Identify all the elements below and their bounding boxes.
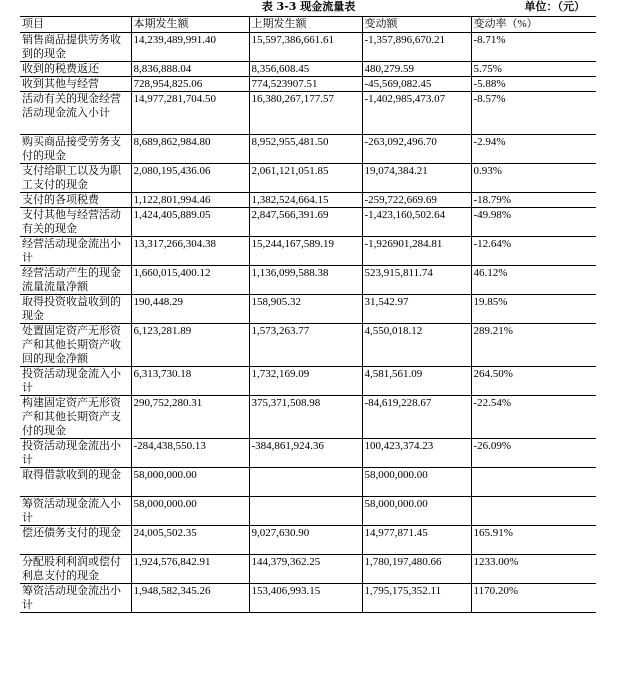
- table-row: [20, 295, 596, 324]
- cell-current-period: 290,752,280.31: [131, 396, 249, 439]
- unit-label: 单位：（元）: [524, 0, 585, 13]
- cell-change-rate: 264.50%: [471, 367, 596, 396]
- cell-change-amount: 480,279.59: [362, 62, 471, 77]
- cell-item: 筹资活动现金流出小计: [20, 584, 131, 613]
- cell-previous-period: 9,027,630.90: [249, 526, 362, 555]
- table-row: [20, 526, 596, 555]
- cell-previous-period: 144,379,362.25: [249, 555, 362, 584]
- cell-change-rate: [471, 497, 596, 526]
- cell-change-rate: [471, 468, 596, 497]
- cell-change-amount: -1,357,896,670.21: [362, 33, 471, 62]
- header-item: 项目: [20, 17, 131, 33]
- cell-current-period: 58,000,000.00: [131, 468, 249, 497]
- cell-current-period: 1,122,801,994.46: [131, 193, 249, 208]
- table-row: [20, 266, 596, 295]
- cell-current-period: 728,954,825.06: [131, 77, 249, 92]
- cell-change-rate: -22.54%: [471, 396, 596, 439]
- table-row: [20, 208, 596, 237]
- cell-item: 支付的各项税费: [20, 193, 131, 208]
- cell-change-amount: 19,074,384.21: [362, 164, 471, 193]
- header-change-rate: 变动率（%）: [471, 17, 596, 33]
- cell-change-rate: -8.71%: [471, 33, 596, 62]
- cell-change-rate: -12.64%: [471, 237, 596, 266]
- table-row: [20, 33, 596, 62]
- cell-previous-period: -384,861,924.36: [249, 439, 362, 468]
- cash-flow-table: [20, 16, 596, 613]
- cell-previous-period: 375,371,508.98: [249, 396, 362, 439]
- cell-change-rate: 0.93%: [471, 164, 596, 193]
- table-row: [20, 324, 596, 367]
- cell-item: 取得投资收益收到的现金: [20, 295, 131, 324]
- cell-change-rate: 1233.00%: [471, 555, 596, 584]
- cell-current-period: 6,123,281.89: [131, 324, 249, 367]
- cell-previous-period: [249, 497, 362, 526]
- cell-change-amount: -84,619,228.67: [362, 396, 471, 439]
- cell-current-period: 13,317,266,304.38: [131, 237, 249, 266]
- cell-item: 处置固定资产无形资产和其他长期资产收回的现金净额: [20, 324, 131, 367]
- cell-previous-period: 774,523907.51: [249, 77, 362, 92]
- cell-item: 经营活动现金流出小计: [20, 237, 131, 266]
- cell-current-period: 190,448.29: [131, 295, 249, 324]
- table-row: [20, 555, 596, 584]
- cell-change-rate: 1170.20%: [471, 584, 596, 613]
- cell-previous-period: 1,573,263.77: [249, 324, 362, 367]
- table-row: [20, 497, 596, 526]
- cell-change-rate: 5.75%: [471, 62, 596, 77]
- cell-change-amount: -259,722,669.69: [362, 193, 471, 208]
- table-row: [20, 468, 596, 497]
- cell-item: 支付其他与经营活动有关的现金: [20, 208, 131, 237]
- header-current-period: 本期发生额: [131, 17, 249, 33]
- table-title: 表 3-3 现金流量表: [261, 0, 356, 13]
- cell-previous-period: 8,952,955,481.50: [249, 135, 362, 164]
- cell-item: 收到的税费返还: [20, 62, 131, 77]
- table-row: [20, 367, 596, 396]
- cell-item: 活动有关的现金经营活动现金流入小计: [20, 92, 131, 135]
- cell-change-amount: 523,915,811.74: [362, 266, 471, 295]
- cell-current-period: 2,080,195,436.06: [131, 164, 249, 193]
- cell-previous-period: 16,380,267,177.57: [249, 92, 362, 135]
- cell-previous-period: 1,382,524,664.15: [249, 193, 362, 208]
- cell-item: 取得借款收到的现金: [20, 468, 131, 497]
- cell-item: 销售商品提供劳务收到的现金: [20, 33, 131, 62]
- cell-current-period: 14,977,281,704.50: [131, 92, 249, 135]
- cell-item: 分配股利利润或偿付利息支付的现金: [20, 555, 131, 584]
- cell-change-amount: -45,569,082.45: [362, 77, 471, 92]
- cell-current-period: 8,689,862,984.80: [131, 135, 249, 164]
- cell-current-period: 1,660,015,400.12: [131, 266, 249, 295]
- table-header-row: [20, 17, 596, 33]
- table-body: [20, 33, 596, 613]
- table-row: [20, 193, 596, 208]
- cell-change-amount: -1,423,160,502.64: [362, 208, 471, 237]
- cell-item: 收到其他与经营: [20, 77, 131, 92]
- cell-change-amount: 100,423,374.23: [362, 439, 471, 468]
- cell-change-amount: -263,092,496.70: [362, 135, 471, 164]
- cell-current-period: 1,948,582,345.26: [131, 584, 249, 613]
- cell-previous-period: 158,905.32: [249, 295, 362, 324]
- cell-change-amount: 1,795,175,352.11: [362, 584, 471, 613]
- table-row: [20, 77, 596, 92]
- cell-previous-period: 2,847,566,391.69: [249, 208, 362, 237]
- cell-change-amount: 4,550,018.12: [362, 324, 471, 367]
- cell-previous-period: 153,406,993.15: [249, 584, 362, 613]
- cell-previous-period: 2,061,121,051.85: [249, 164, 362, 193]
- cell-change-amount: 4,581,561.09: [362, 367, 471, 396]
- cell-item: 投资活动现金流出小计: [20, 439, 131, 468]
- cell-current-period: -284,438,550.13: [131, 439, 249, 468]
- cell-change-rate: -26.09%: [471, 439, 596, 468]
- cell-change-rate: -8.57%: [471, 92, 596, 135]
- cell-change-amount: 31,542.97: [362, 295, 471, 324]
- cell-change-amount: -1,402,985,473.07: [362, 92, 471, 135]
- header-previous-period: 上期发生额: [249, 17, 362, 33]
- cell-change-amount: 14,977,871.45: [362, 526, 471, 555]
- cell-current-period: 14,239,489,991.40: [131, 33, 249, 62]
- table-row: [20, 164, 596, 193]
- table-row: [20, 439, 596, 468]
- cell-change-rate: 46.12%: [471, 266, 596, 295]
- cell-previous-period: 1,136,099,588.38: [249, 266, 362, 295]
- cell-previous-period: [249, 468, 362, 497]
- table-row: [20, 396, 596, 439]
- header-change-amount: 变动额: [362, 17, 471, 33]
- cell-previous-period: 8,356,608.45: [249, 62, 362, 77]
- table-row: [20, 135, 596, 164]
- cell-change-amount: -1,926901,284.81: [362, 237, 471, 266]
- cell-current-period: 24,005,502.35: [131, 526, 249, 555]
- cell-previous-period: 15,244,167,589.19: [249, 237, 362, 266]
- cell-change-rate: 165.91%: [471, 526, 596, 555]
- cell-change-amount: 1,780,197,480.66: [362, 555, 471, 584]
- cell-change-amount: 58,000,000.00: [362, 468, 471, 497]
- cell-item: 构建固定资产无形资产和其他长期资产支付的现金: [20, 396, 131, 439]
- cell-current-period: 6,313,730.18: [131, 367, 249, 396]
- cell-current-period: 8,836,888.04: [131, 62, 249, 77]
- cell-previous-period: 1,732,169.09: [249, 367, 362, 396]
- cell-current-period: 1,424,405,889.05: [131, 208, 249, 237]
- cell-change-rate: 19.85%: [471, 295, 596, 324]
- table-row: [20, 584, 596, 613]
- cell-change-rate: -2.94%: [471, 135, 596, 164]
- cell-change-rate: -5.88%: [471, 77, 596, 92]
- cell-change-rate: -18.79%: [471, 193, 596, 208]
- cell-current-period: 58,000,000.00: [131, 497, 249, 526]
- cell-item: 投资活动现金流入小计: [20, 367, 131, 396]
- cell-item: 偿还债务支付的现金: [20, 526, 131, 555]
- cell-change-amount: 58,000,000.00: [362, 497, 471, 526]
- cell-item: 购买商品接受劳务支付的现金: [20, 135, 131, 164]
- cell-change-rate: -49.98%: [471, 208, 596, 237]
- cell-item: 经营活动产生的现金流量流量净额: [20, 266, 131, 295]
- cell-change-rate: 289.21%: [471, 324, 596, 367]
- cell-item: 支付给职工以及为职工支付的现金: [20, 164, 131, 193]
- cell-current-period: 1,924,576,842.91: [131, 555, 249, 584]
- table-row: [20, 92, 596, 135]
- table-row: [20, 237, 596, 266]
- table-row: [20, 62, 596, 77]
- cell-previous-period: 15,597,386,661.61: [249, 33, 362, 62]
- cell-item: 筹资活动现金流入小计: [20, 497, 131, 526]
